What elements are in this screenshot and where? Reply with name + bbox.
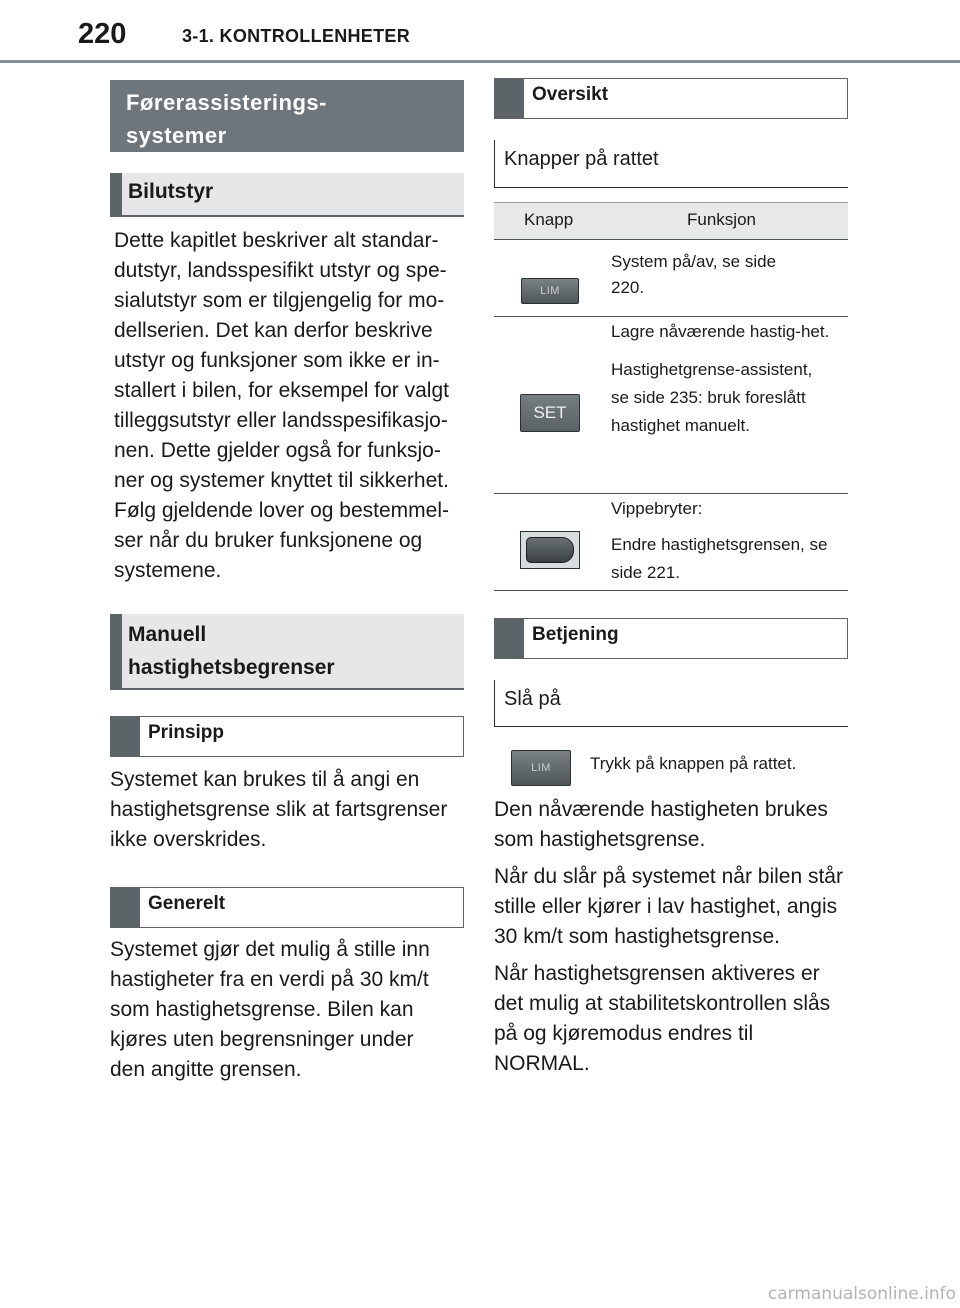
chapter-title: 3-1. KONTROLLENHETER bbox=[182, 26, 411, 46]
text-line: systemene. bbox=[114, 559, 222, 582]
text-line: nen. Dette gjelder også for funksjo- bbox=[114, 439, 441, 462]
bilutstyr-title: Bilutstyr bbox=[128, 180, 214, 203]
text-line: NORMAL. bbox=[494, 1052, 590, 1075]
function-cell bbox=[611, 249, 843, 301]
generelt-title: Generelt bbox=[148, 893, 226, 914]
text-line: dellserien. Det kan derfor beskrive bbox=[114, 319, 433, 342]
text-line: hastigheter fra en verdi på 30 km/t bbox=[110, 968, 429, 991]
prinsipp-paragraph bbox=[110, 765, 464, 855]
header-divider bbox=[0, 60, 960, 63]
text-line: dutstyr, landsspesifikt utstyr og spe- bbox=[114, 259, 447, 282]
text-line: Når du slår på systemet når bilen står bbox=[494, 865, 843, 888]
text-line: Dette kapitlet beskriver alt standar- bbox=[114, 229, 439, 252]
lim-button-icon: LIM bbox=[511, 750, 571, 786]
prinsipp-title: Prinsipp bbox=[148, 722, 225, 743]
function-cell bbox=[611, 495, 843, 593]
function-text: Hastighetgrense-assistent, se side 235: bruk foreslått hastighet manuelt. bbox=[611, 360, 813, 435]
prinsipp-heading bbox=[110, 716, 464, 757]
text-line: ner og systemer knyttet til sikkerhet. bbox=[114, 469, 449, 492]
column-header-function: Funksjon bbox=[687, 210, 756, 229]
betjening-title: Betjening bbox=[532, 624, 619, 645]
text-line: Når hastighetsgrensen aktiveres er bbox=[494, 962, 820, 985]
section-banner-line2: systemer bbox=[126, 123, 227, 148]
speed-limiter-title-line1: Manuell bbox=[128, 623, 207, 646]
table-row bbox=[494, 494, 848, 591]
text-line: tilleggsutstyr eller landsspesifikasjo- bbox=[114, 409, 448, 432]
generelt-heading bbox=[110, 887, 464, 928]
text-line: den angitte grensen. bbox=[110, 1058, 302, 1081]
oversikt-heading bbox=[494, 78, 848, 119]
steering-buttons-title: Knapper på rattet bbox=[504, 148, 659, 170]
steering-buttons-subheading bbox=[494, 140, 848, 188]
text-line: som hastighetsgrense. bbox=[494, 828, 706, 851]
bilutstyr-paragraph bbox=[114, 226, 468, 586]
function-cell bbox=[611, 318, 843, 446]
function-text: Vippebryter: bbox=[611, 499, 703, 518]
text-line: på og kjøremodus endres til bbox=[494, 1022, 754, 1045]
text-line: stallert i bilen, for eksempel for valgt bbox=[114, 379, 449, 402]
text-line: Systemet kan brukes til å angi en bbox=[110, 768, 420, 791]
rocker-switch-icon bbox=[520, 531, 580, 569]
section-banner bbox=[110, 80, 464, 152]
generelt-paragraph bbox=[110, 935, 464, 1085]
switch-on-paragraph bbox=[494, 795, 848, 1079]
text-line: Systemet gjør det mulig å stille inn bbox=[110, 938, 430, 961]
text-line: 220. bbox=[611, 278, 645, 297]
betjening-heading bbox=[494, 618, 848, 659]
rocker-switch-handle bbox=[526, 537, 574, 563]
lim-button-icon: LIM bbox=[521, 278, 579, 304]
bilutstyr-heading bbox=[110, 173, 464, 217]
text-line: sialutstyr som er tilgjengelig for mo- bbox=[114, 289, 445, 312]
text-line: System på/av, se side bbox=[611, 252, 777, 271]
switch-on-subheading bbox=[494, 680, 848, 727]
set-button-icon: SET bbox=[520, 394, 580, 432]
text-line: kjøres uten begrensninger under bbox=[110, 1028, 414, 1051]
oversikt-title: Oversikt bbox=[532, 84, 609, 105]
text-line: ser når du bruker funksjonene og bbox=[114, 529, 423, 552]
text-line: det mulig at stabilitetskontrollen slås bbox=[494, 992, 831, 1015]
function-text: Endre hastighetsgrensen, se side 221. bbox=[611, 535, 828, 582]
switch-on-instruction: Trykk på knappen på rattet. bbox=[590, 754, 797, 773]
text-line: hastighetsgrense slik at fartsgrenser bbox=[110, 798, 448, 821]
text-line: Følg gjeldende lover og bestemmel- bbox=[114, 499, 449, 522]
function-text: Lagre nåværende hastig-het. bbox=[611, 322, 830, 341]
text-line: utstyr og funksjoner som ikke er in- bbox=[114, 349, 440, 372]
section-banner-line1: Førerassisterings- bbox=[126, 90, 327, 115]
speed-limiter-heading bbox=[110, 614, 464, 690]
speed-limiter-title-line2: hastighetsbegrenser bbox=[128, 656, 335, 679]
text-line: 30 km/t som hastighetsgrense. bbox=[494, 925, 780, 948]
text-line: Den nåværende hastigheten brukes bbox=[494, 798, 828, 821]
column-header-button: Knapp bbox=[524, 210, 574, 229]
text-line: stille eller kjører i lav hastighet, angis bbox=[494, 895, 838, 918]
text-line: ikke overskrides. bbox=[110, 828, 267, 851]
table-header bbox=[494, 202, 848, 240]
page-header bbox=[0, 0, 960, 64]
table-row bbox=[494, 317, 848, 494]
text-line: som hastighetsgrense. Bilen kan bbox=[110, 998, 414, 1021]
switch-on-title: Slå på bbox=[504, 688, 561, 710]
table-row bbox=[494, 240, 848, 317]
page-number: 220 bbox=[78, 18, 127, 50]
site-watermark: carmanualsonline.info bbox=[767, 1284, 956, 1304]
